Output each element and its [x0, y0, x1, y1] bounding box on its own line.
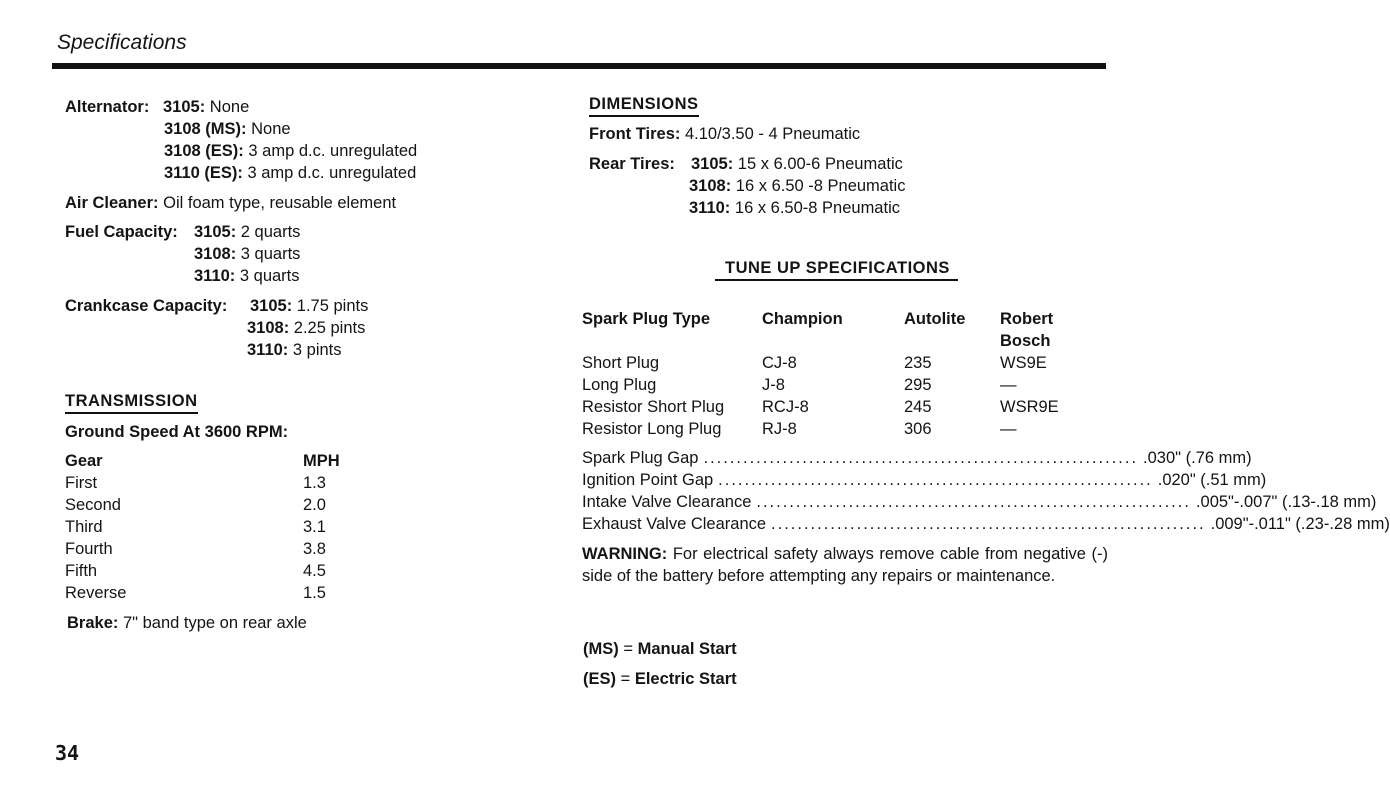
- dot-leader: ..................................................................: [718, 471, 1153, 489]
- air-cleaner: Air Cleaner: Oil foam type, reusable element: [65, 194, 397, 212]
- alternator-row: 3108 (ES): 3 amp d.c. unregulated: [164, 142, 418, 160]
- alternator-row: 3108 (MS): None: [164, 120, 291, 138]
- gap-spec-row: Exhaust Valve Clearance .................................................................. .009"-.011" (.23-.28 mm): [582, 515, 1390, 533]
- alternator-row: 3105: None: [163, 98, 250, 116]
- table-row: Short Plug CJ-8 235 WS9E: [582, 354, 1047, 372]
- gear-speed-table: [65, 450, 340, 604]
- dot-leader: ..................................................................: [771, 515, 1206, 533]
- rear-tires-row: 3108: 16 x 6.50 -8 Pneumatic: [689, 177, 906, 195]
- safety-warning: WARNING: For electrical safety always remove cable from negative (-) side of the battery before attempting any repairs or maintenance.: [582, 545, 1108, 585]
- gear-column-header: Gear: [65, 452, 103, 470]
- table-row: Fifth 4.5: [65, 562, 326, 580]
- mph-column-header: MPH: [303, 452, 340, 470]
- transmission-heading: TRANSMISSION: [65, 391, 198, 414]
- crankcase-capacity-row: 3108: 2.25 pints: [247, 319, 366, 337]
- gap-spec-row: Ignition Point Gap .................................................................. .020" (.51 mm): [582, 471, 1267, 489]
- dot-leader: ..................................................................: [756, 493, 1191, 511]
- col-autolite: Autolite: [904, 310, 966, 328]
- header-rule: [52, 63, 1106, 69]
- crankcase-capacity-label: Crankcase Capacity:: [65, 297, 228, 315]
- fuel-capacity-row: 3105: 2 quarts: [194, 223, 301, 241]
- legend-item: (ES) = Electric Start: [583, 670, 737, 688]
- fuel-capacity-label: Fuel Capacity:: [65, 223, 178, 241]
- tune-up-heading: TUNE UP SPECIFICATIONS: [715, 258, 958, 281]
- table-header-row: [65, 450, 340, 472]
- dot-leader: ..................................................................: [703, 449, 1139, 467]
- gap-spec-row: Intake Valve Clearance .................................................................. .005"-.007" (.13-.18 mm): [582, 493, 1377, 511]
- ground-speed-label: Ground Speed At 3600 RPM:: [65, 423, 289, 441]
- page-number: 34: [55, 741, 80, 765]
- table-row: Second 2.0: [65, 496, 326, 514]
- brake-spec: Brake: 7" band type on rear axle: [67, 614, 307, 632]
- page-title: Specifications: [57, 31, 187, 54]
- front-tires: Front Tires: 4.10/3.50 - 4 Pneumatic: [589, 125, 861, 143]
- table-row: Fourth 3.8: [65, 540, 326, 558]
- table-row: First 1.3: [65, 474, 326, 492]
- table-row: Long Plug J-8 295 —: [582, 376, 1017, 394]
- table-row: Third 3.1: [65, 518, 326, 536]
- col-robert-bosch: Robert Bosch: [1000, 310, 1054, 350]
- dimensions-heading: DIMENSIONS: [589, 94, 699, 117]
- table-row: Resistor Long Plug RJ-8 306 —: [582, 420, 1017, 438]
- gap-spec-row: Spark Plug Gap .................................................................. .030" (.76 mm): [582, 449, 1252, 467]
- legend-item: (MS) = Manual Start: [583, 640, 737, 658]
- alternator-row: 3110 (ES): 3 amp d.c. unregulated: [164, 164, 417, 182]
- crankcase-capacity-row: 3105: 1.75 pints: [250, 297, 369, 315]
- col-spark-plug-type: Spark Plug Type: [582, 310, 711, 328]
- table-row: Reverse 1.5: [65, 584, 326, 602]
- fuel-capacity-row: 3110: 3 quarts: [194, 267, 300, 285]
- fuel-capacity-row: 3108: 3 quarts: [194, 245, 301, 263]
- col-champion: Champion: [762, 310, 843, 328]
- rear-tires-row: 3110: 16 x 6.50-8 Pneumatic: [689, 199, 900, 217]
- spark-plug-table: [582, 308, 1059, 440]
- table-header-row: [582, 308, 1059, 352]
- rear-tires-row: 3105: 15 x 6.00-6 Pneumatic: [691, 155, 903, 173]
- table-row: Resistor Short Plug RCJ-8 245 WSR9E: [582, 398, 1059, 416]
- rear-tires-label: Rear Tires:: [589, 155, 675, 173]
- crankcase-capacity-row: 3110: 3 pints: [247, 341, 342, 359]
- alternator-label: Alternator:: [65, 98, 150, 116]
